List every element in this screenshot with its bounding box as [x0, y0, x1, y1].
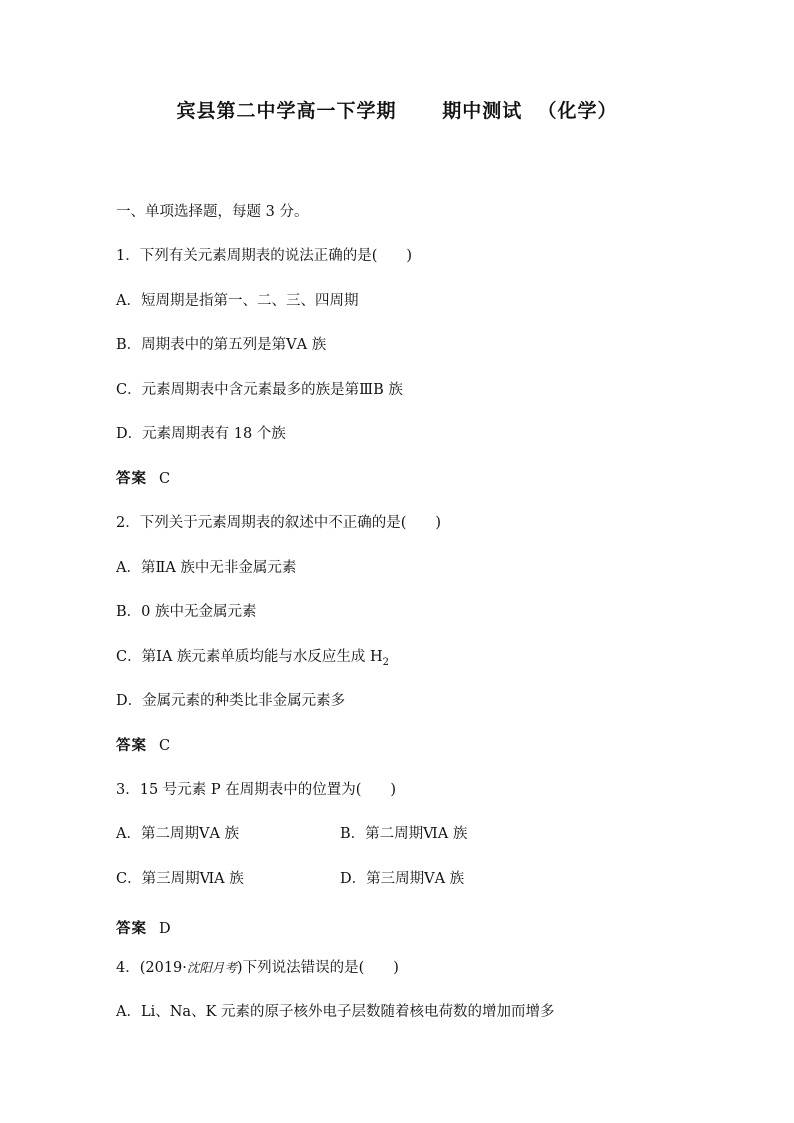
question-1-option-d: D．元素周期表有 18 个族 — [116, 426, 286, 442]
question-2-option-a: A．第ⅡA 族中无非金属元素 — [116, 560, 297, 576]
question-4-stem — [116, 958, 399, 978]
stem-source: 沈阳月考 — [186, 960, 237, 975]
answer-value: D — [159, 921, 171, 937]
page-title: 宾县第二中学高一下学期 期中测试 （化学） — [176, 100, 618, 122]
question-1-answer — [116, 469, 170, 489]
answer-label: 答案 — [116, 921, 147, 937]
question-3-option-c: C．第三周期ⅥA 族 — [116, 871, 244, 887]
question-3-option-b: B．第二周期ⅥA 族 — [340, 826, 468, 842]
option-text: C．第ⅠA 族元素单质均能与水反应生成 H — [116, 649, 383, 665]
question-2-option-b: B．0 族中无金属元素 — [116, 604, 257, 620]
question-1-option-a: A．短周期是指第一、二、三、四周期 — [116, 293, 359, 309]
question-3-option-a: A．第二周期ⅤA 族 — [116, 826, 240, 842]
section-heading: 一、单项选择题，每题 3 分。 — [116, 204, 309, 220]
question-2-option-c — [116, 647, 389, 667]
answer-label: 答案 — [116, 738, 147, 754]
answer-label: 答案 — [116, 471, 147, 487]
stem-prefix: 4．(2019· — [116, 960, 187, 976]
subscript: 2 — [382, 657, 390, 668]
answer-value: C — [159, 738, 171, 754]
question-3-stem: 3．15 号元素 P 在周期表中的位置为( ) — [116, 782, 397, 798]
question-4-option-a: A．Li、Na、K 元素的原子核外电子层数随着核电荷数的增加而增多 — [116, 1004, 555, 1020]
question-2-option-d: D．金属元素的种类比非金属元素多 — [116, 693, 346, 709]
question-1-option-c: C．元素周期表中含元素最多的族是第ⅢB 族 — [116, 382, 403, 398]
answer-value: C — [159, 471, 171, 487]
question-2-answer — [116, 736, 170, 756]
question-3-option-d: D．第三周期ⅤA 族 — [340, 871, 465, 887]
question-2-stem: 2．下列关于元素周期表的叙述中不正确的是( ) — [116, 515, 442, 531]
question-1-stem: 1．下列有关元素周期表的说法正确的是( ) — [116, 248, 413, 264]
question-1-option-b: B．周期表中的第五列是第ⅤA 族 — [116, 337, 327, 353]
question-3-answer — [116, 919, 171, 939]
stem-suffix: )下列说法错误的是( ) — [236, 960, 399, 976]
